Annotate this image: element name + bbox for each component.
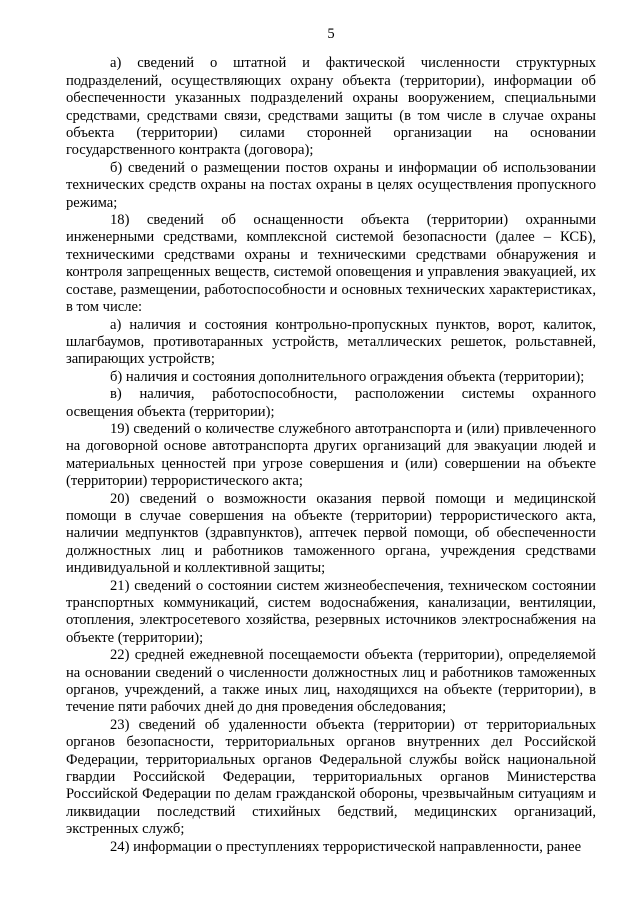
page-number: 5: [327, 26, 335, 42]
paragraph-21: 21) сведений о состоянии систем жизнеобеспечения, техническом состоянии транспортных коммуникаций, систем водоснабжения, канализации, вентиляции, отопления, электросетевого хозяйства, резервных источников электроснабжения на объекте (территории);: [66, 577, 596, 646]
paragraph-18a: а) наличия и состояния контрольно-пропускных пунктов, ворот, калиток, шлагбаумов, противотаранных устройств, металлических решеток, рольставней, запирающих устройств;: [66, 316, 596, 368]
paragraph-18: 18) сведений об оснащенности объекта (территории) охранными инженерными средствами, комплексной системой безопасности (далее – КСБ), техническими средствами охраны и техническими средствами обнаружения и контроля запрещенных веществ, системой оповещения и управления эвакуацией, их составе, размещении, работоспособности и основных технических характеристиках, в том числе:: [66, 212, 596, 316]
paragraph-18b: б) наличия и состояния дополнительного ограждения объекта (территории);: [110, 368, 585, 385]
paragraph-17b: б) сведений о размещении постов охраны и информации об использовании технических средств охраны на постах охраны в целях осуществления пропускного режима;: [66, 159, 596, 211]
paragraph-17a: а) сведений о штатной и фактической численности структурных подразделений, осуществляющих охрану объекта (территории), информации об обеспеченности указанных подразделений охраны вооружением, специальными средствами, средствами связи, средствами защиты (в том числе в случае охраны объекта (территории) силами сторонней организации на основании государственного контракта (договора);: [66, 55, 596, 159]
paragraph-19: 19) сведений о количестве служебного автотранспорта и (или) привлеченного на договорной основе автотранспорта других организаций для эвакуации людей и материальных ценностей при угрозе совершения и (или) совершении на объекте (территории) террористического акта;: [66, 420, 596, 490]
paragraph-24: 24) информации о преступлениях террористической направленности, ранее: [110, 838, 582, 855]
paragraph-18c: в) наличия, работоспособности, расположении системы охранного освещения объекта (территории);: [66, 386, 596, 420]
paragraph-22: 22) средней ежедневной посещаемости объекта (территории), определяемой на основании сведений о численности должностных лиц и работников таможенных органов, учреждений, а также иных лиц, находящихся на объекте (территории), в течение пяти рабочих дней до дня проведения обследования;: [66, 647, 596, 716]
paragraph-23: 23) сведений об удаленности объекта (территории) от территориальных органов безопасности, территориальных органов внутренних дел Российской Федерации, территориальных органов Федеральной службы войск национальной гвардии Российской Федерации, территориальных органов Министерства Российской Федерации по делам гражданской обороны, чрезвычайным ситуациям и ликвидации последствий стихийных бедствий, медицинских организаций, экстренных служб;: [66, 716, 596, 838]
paragraph-20: 20) сведений о возможности оказания первой помощи и медицинской помощи в случае совершения на объекте (территории) террористического акта, наличии медпунктов (здравпунктов), аптечек первой помощи, об обеспеченности должностных лиц и работников таможенного органа, учреждения средствами индивидуальной и коллективной защиты;: [66, 490, 596, 577]
